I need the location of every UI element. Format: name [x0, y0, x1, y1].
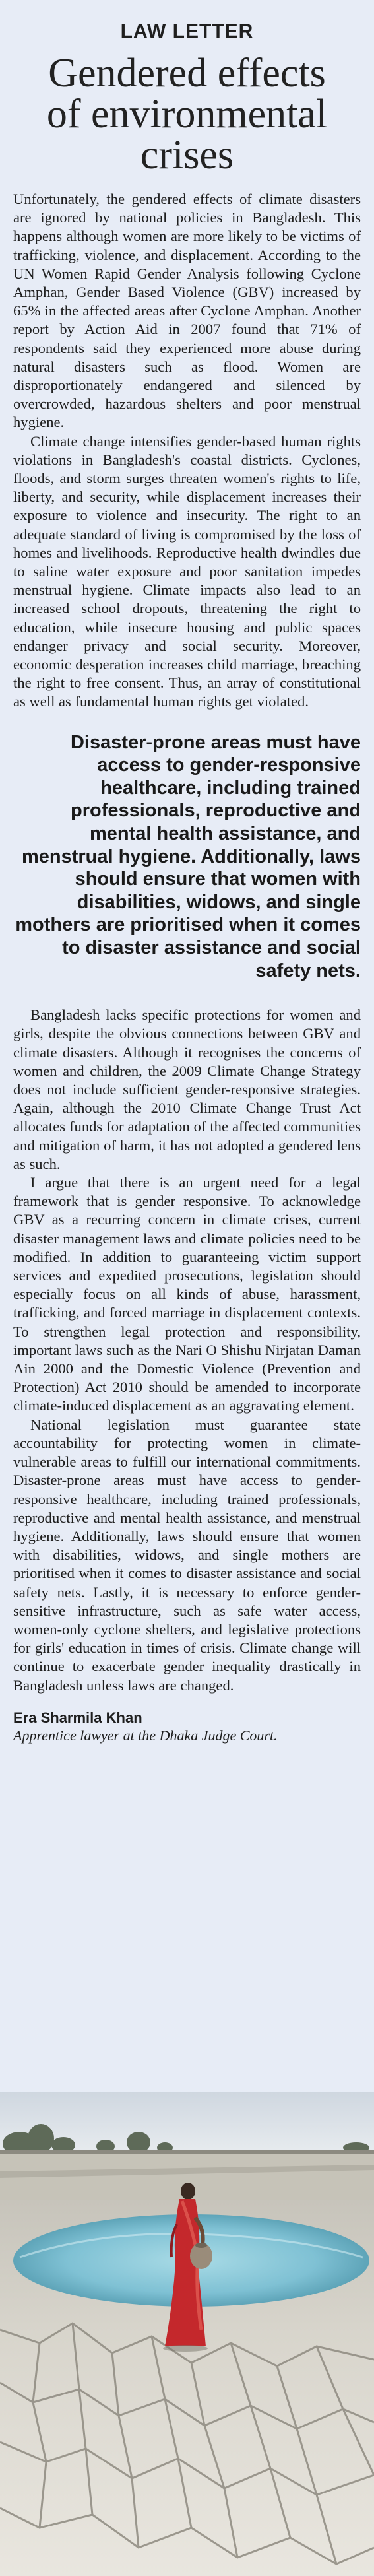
- body-paragraph: I argue that there is an urgent need for a legal framework that is gender responsive. To acknowledge GBV as a recurring concern in climate crises, current disaster management laws and climate policies need to be modified. In addition to guaranteeing victim support services and expedited prosecutions, legislation should especially focus on all kinds of abuse, harassment, trafficking, and forced marriage in displacement contexts. To strengthen legal protection and responsibility, important laws such as the Nari O Shishu Nirjatan Daman Ain 2000 and the Domestic Violence (Prevention and Protection) Act 2010 should be amended to incorporate climate-induced displacement as an aggravating element.: [13, 1174, 361, 1414]
- headline-line: of environmental: [46, 92, 328, 137]
- body-paragraph: Climate change intensifies gender-based human rights violations in Bangladesh's coastal districts. Cyclones, floods, and storm surges threaten women's rights to life, liberty, and security, while displacement increases their exposure to violence and insecurity. The right to an adequate standard of living is compromised by the loss of homes and livelihoods. Reproductive health dwindles due to saline water exposure and poor sanitation impedes menstrual hygiene. Climate impacts also lead to an increased school dropouts, threatening the right to education, while insecure housing and public spaces endanger privacy and social security. Moreover, economic desperation increases child marriage, breaching the right to free consent. Thus, an array of constitutional as well as fundamental human rights get violated.: [13, 432, 361, 710]
- pull-quote: Disaster-prone areas must have access to gender-responsive healthcare, including trained professionals, reproductive and mental health assistance, and menstrual hygiene. Additionally, laws should ensure that women with disabilities, widows, and single mothers are prioritised when it comes to disaster assistance and social safety nets.: [15, 731, 361, 981]
- headline-line: Gendered effects: [48, 51, 326, 96]
- author-name: Era Sharmila Khan: [13, 1709, 142, 1726]
- body-paragraph: Unfortunately, the gendered effects of climate disasters are ignored by national policies in Bangladesh. This happens although women are more likely to be victims of trafficking, violence, and displacement. According to the UN Women Rapid Gender Analysis following Cyclone Amphan, Gender Based Violence (GBV) increased by 65% in the affected areas after Cyclone Amphan. Another report by Action Aid in 2007 found that 71% of respondents said they experienced more abuse during natural disasters such as flood. Women are disproportionately endangered and silenced by overcrowded, hazardous shelters and poor menstrual hygiene.: [13, 191, 361, 431]
- body-paragraph: Bangladesh lacks specific protections for women and girls, despite the obvious connections between GBV and climate disasters. Although it recognises the concerns of women and children, the 2009 Climate Change Strategy does not include sufficient gender-responsive strategies. Again, although the 2010 Climate Change Trust Act allocates funds for adaptation of the affected communities and mitigation of harm, it has not adopted a gendered lens as such.: [13, 1007, 361, 1172]
- article-photo: [0, 2092, 374, 2576]
- headline: [13, 53, 361, 176]
- section-label: LAW LETTER: [120, 20, 254, 42]
- body-paragraph: National legislation must guarantee state accountability for protecting women in climate-vulnerable areas to fulfill our international commitments. Disaster-prone areas must have access to gender-responsive healthcare, including trained professionals, reproductive and mental health assistance, and menstrual hygiene. Additionally, laws should ensure that women with disabilities, widows, and single mothers are prioritised when it comes to disaster assistance and social safety nets. Lastly, it is necessary to enforce gender-sensitive infrastructure, such as safe water access, women-only cyclone shelters, and legislative protections for girls' education in times of crisis. Climate change will continue to exacerbate gender inequality drastically in Bangladesh unless laws are changed.: [13, 1416, 361, 1694]
- headline-line: crises: [140, 133, 234, 178]
- woman-carrying-pot-on-cracked-dry-land-icon: [0, 2092, 374, 2576]
- author-role: Apprentice lawyer at the Dhaka Judge Court.: [13, 1727, 278, 1744]
